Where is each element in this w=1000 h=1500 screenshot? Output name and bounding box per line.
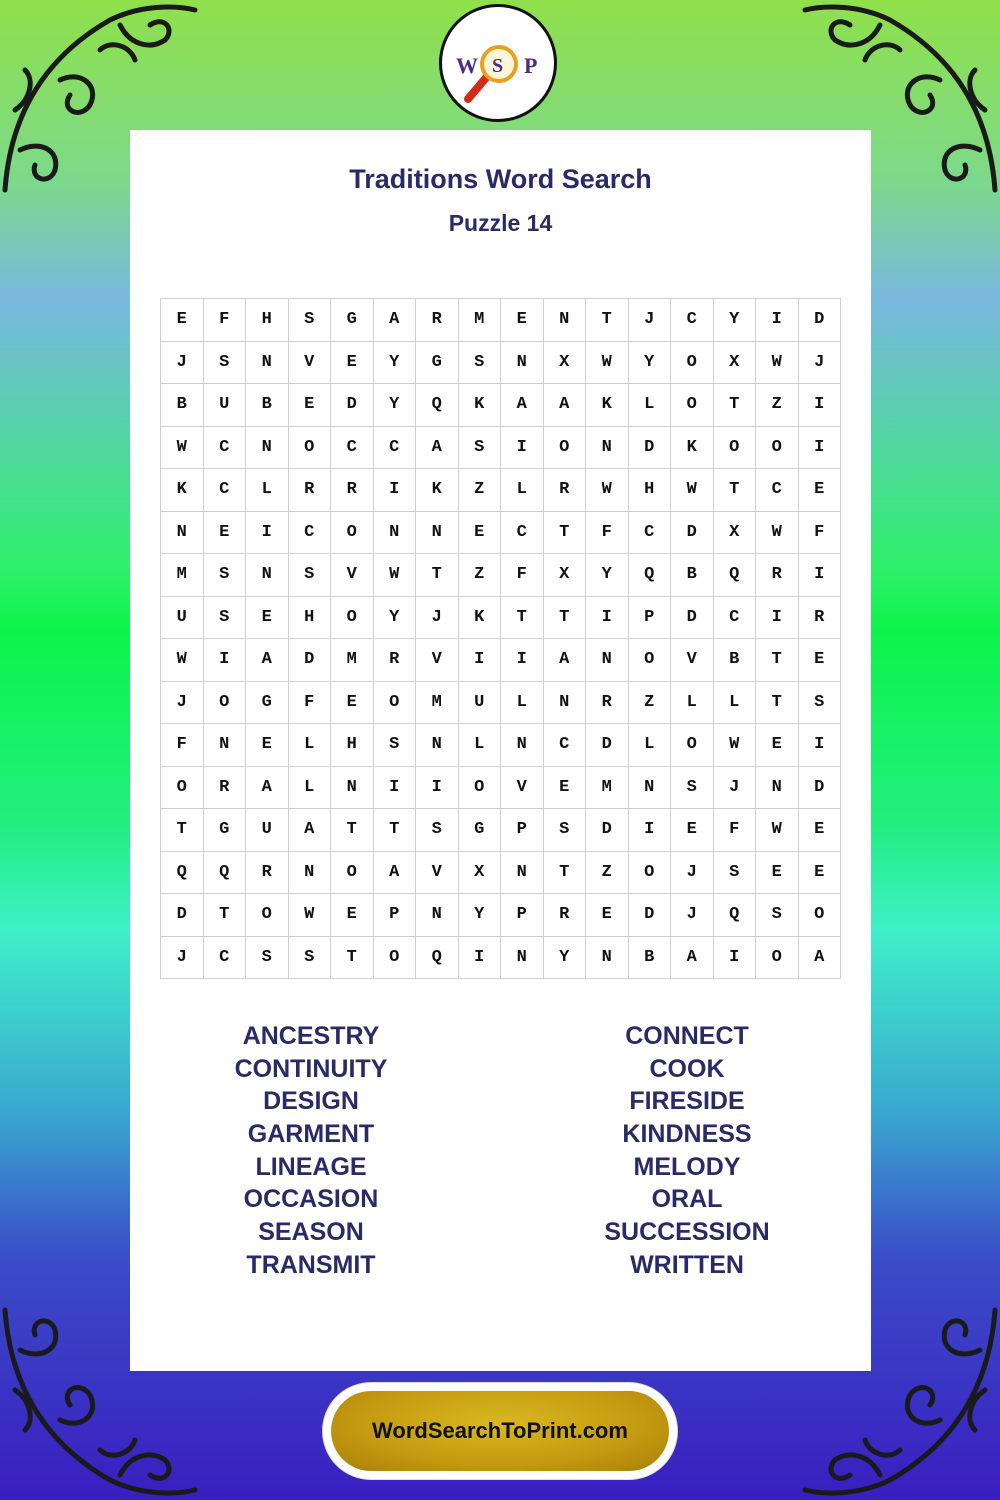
grid-cell[interactable]: T xyxy=(544,597,587,640)
grid-cell[interactable]: Q xyxy=(416,384,459,427)
website-label: WordSearchToPrint.com xyxy=(331,1391,669,1471)
grid-cell[interactable]: U xyxy=(459,682,502,725)
grid-cell[interactable]: S xyxy=(459,342,502,385)
grid-cell[interactable]: D xyxy=(586,724,629,767)
grid-cell[interactable]: O xyxy=(331,597,374,640)
grid-cell[interactable]: R xyxy=(331,469,374,512)
grid-cell[interactable]: K xyxy=(586,384,629,427)
grid-cell[interactable]: U xyxy=(204,384,247,427)
grid-cell[interactable]: Q xyxy=(204,852,247,895)
grid-cell[interactable]: W xyxy=(756,342,799,385)
grid-cell[interactable]: Q xyxy=(714,894,757,937)
logo-letter-w: W xyxy=(456,53,478,78)
grid-cell[interactable]: Z xyxy=(459,469,502,512)
grid-cell[interactable]: S xyxy=(416,809,459,852)
grid-cell[interactable]: N xyxy=(416,512,459,555)
grid-cell[interactable]: T xyxy=(331,809,374,852)
grid-cell[interactable]: N xyxy=(204,724,247,767)
grid-cell[interactable]: W xyxy=(161,639,204,682)
grid-cell[interactable]: V xyxy=(331,554,374,597)
grid-cell[interactable]: M xyxy=(586,767,629,810)
grid-cell[interactable]: H xyxy=(246,299,289,342)
grid-cell[interactable]: Y xyxy=(629,342,672,385)
grid-cell[interactable]: K xyxy=(671,427,714,470)
grid-cell[interactable]: N xyxy=(544,682,587,725)
grid-cell[interactable]: Y xyxy=(374,384,417,427)
grid-cell[interactable]: A xyxy=(501,384,544,427)
word-list-item: ORAL xyxy=(651,1185,723,1214)
grid-cell[interactable]: N xyxy=(289,852,332,895)
grid-cell[interactable]: A xyxy=(799,937,842,980)
grid-cell[interactable]: J xyxy=(799,342,842,385)
grid-cell[interactable]: M xyxy=(161,554,204,597)
grid-cell[interactable]: V xyxy=(501,767,544,810)
grid-cell[interactable]: C xyxy=(204,937,247,980)
word-list-item: MELODY xyxy=(633,1152,741,1181)
grid-cell[interactable]: X xyxy=(544,342,587,385)
word-list-right xyxy=(537,1020,837,1282)
grid-cell[interactable]: B xyxy=(714,639,757,682)
grid-cell[interactable]: E xyxy=(671,809,714,852)
grid-cell[interactable]: Y xyxy=(459,894,502,937)
grid-cell[interactable]: D xyxy=(629,427,672,470)
grid-cell[interactable]: O xyxy=(374,682,417,725)
grid-cell[interactable]: N xyxy=(331,767,374,810)
puzzle-number: Puzzle 14 xyxy=(448,210,553,236)
grid-cell[interactable]: Z xyxy=(459,554,502,597)
grid-cell[interactable]: F xyxy=(586,512,629,555)
grid-cell[interactable]: W xyxy=(756,512,799,555)
grid-cell[interactable]: G xyxy=(331,299,374,342)
grid-cell[interactable]: M xyxy=(416,682,459,725)
grid-cell[interactable]: E xyxy=(459,512,502,555)
grid-cell[interactable]: O xyxy=(671,724,714,767)
word-list-item: ANCESTRY xyxy=(242,1022,380,1050)
grid-cell[interactable]: T xyxy=(714,469,757,512)
grid-cell[interactable]: V xyxy=(416,852,459,895)
grid-cell[interactable]: C xyxy=(544,724,587,767)
grid-cell[interactable]: W xyxy=(374,554,417,597)
grid-cell[interactable]: A xyxy=(671,937,714,980)
word-list-item: SEASON xyxy=(258,1218,364,1247)
grid-cell[interactable]: Y xyxy=(586,554,629,597)
puzzle-card xyxy=(130,130,871,1371)
grid-cell[interactable]: D xyxy=(799,299,842,342)
grid-cell[interactable]: N xyxy=(586,427,629,470)
grid-cell[interactable]: E xyxy=(756,852,799,895)
grid-cell[interactable]: C xyxy=(331,427,374,470)
grid-cell[interactable]: N xyxy=(501,852,544,895)
grid-cell[interactable]: Q xyxy=(714,554,757,597)
grid-cell[interactable]: R xyxy=(756,554,799,597)
grid-cell[interactable]: E xyxy=(161,299,204,342)
word-list-item: SUCCESSION xyxy=(604,1218,770,1247)
grid-cell[interactable]: A xyxy=(416,427,459,470)
grid-cell[interactable]: I xyxy=(629,809,672,852)
grid-cell[interactable]: T xyxy=(374,809,417,852)
grid-cell[interactable]: O xyxy=(629,852,672,895)
grid-cell[interactable]: S xyxy=(204,342,247,385)
page-title: Traditions Word Search xyxy=(349,164,652,194)
grid-cell[interactable]: Z xyxy=(756,384,799,427)
grid-cell[interactable]: U xyxy=(246,809,289,852)
word-list-item: CONTINUITY xyxy=(234,1054,388,1083)
grid-cell[interactable]: O xyxy=(161,767,204,810)
grid-cell[interactable]: I xyxy=(374,767,417,810)
grid-cell[interactable]: L xyxy=(671,682,714,725)
grid-cell[interactable]: S xyxy=(289,554,332,597)
grid-cell[interactable]: W xyxy=(671,469,714,512)
grid-cell[interactable]: S xyxy=(204,597,247,640)
grid-cell[interactable]: A xyxy=(544,639,587,682)
grid-cell[interactable]: P xyxy=(501,809,544,852)
grid-cell[interactable]: I xyxy=(501,427,544,470)
grid-cell[interactable]: W xyxy=(586,342,629,385)
grid-cell[interactable]: I xyxy=(756,299,799,342)
grid-cell[interactable]: E xyxy=(586,894,629,937)
grid-cell[interactable]: O xyxy=(374,937,417,980)
grid-cell[interactable]: H xyxy=(289,597,332,640)
grid-cell[interactable]: C xyxy=(374,427,417,470)
grid-cell[interactable]: S xyxy=(204,554,247,597)
grid-cell[interactable]: A xyxy=(544,384,587,427)
word-list-item: WRITTEN xyxy=(630,1250,744,1279)
grid-cell[interactable]: X xyxy=(544,554,587,597)
grid-cell[interactable]: L xyxy=(629,384,672,427)
grid-cell[interactable]: O xyxy=(671,342,714,385)
grid-cell[interactable]: T xyxy=(204,894,247,937)
grid-cell[interactable]: R xyxy=(544,894,587,937)
grid-cell[interactable]: L xyxy=(289,724,332,767)
grid-cell[interactable]: I xyxy=(799,427,842,470)
grid-cell[interactable]: O xyxy=(799,894,842,937)
logo-letter-p: P xyxy=(524,53,538,78)
grid-cell[interactable]: J xyxy=(161,342,204,385)
grid-cell[interactable]: S xyxy=(374,724,417,767)
grid-cell[interactable]: O xyxy=(714,427,757,470)
grid-cell[interactable]: R xyxy=(374,639,417,682)
grid-cell[interactable]: C xyxy=(756,469,799,512)
grid-cell[interactable]: R xyxy=(289,469,332,512)
grid-cell[interactable]: J xyxy=(161,937,204,980)
grid-cell[interactable]: R xyxy=(544,469,587,512)
grid-cell[interactable]: N xyxy=(161,512,204,555)
grid-cell[interactable]: I xyxy=(714,937,757,980)
grid-cell[interactable]: D xyxy=(161,894,204,937)
word-list-item: KINDNESS xyxy=(622,1120,752,1149)
grid-cell[interactable]: D xyxy=(671,597,714,640)
grid-cell[interactable]: G xyxy=(459,809,502,852)
grid-cell[interactable]: W xyxy=(289,894,332,937)
grid-cell[interactable]: N xyxy=(501,937,544,980)
grid-cell[interactable]: T xyxy=(161,809,204,852)
grid-cell[interactable]: E xyxy=(799,469,842,512)
grid-cell[interactable]: O xyxy=(289,427,332,470)
grid-cell[interactable]: S xyxy=(459,427,502,470)
grid-cell[interactable]: O xyxy=(756,427,799,470)
grid-cell[interactable]: N xyxy=(246,342,289,385)
word-list-item: LINEAGE xyxy=(255,1152,367,1181)
grid-cell[interactable]: P xyxy=(374,894,417,937)
grid-cell[interactable]: E xyxy=(246,724,289,767)
grid-cell[interactable]: C xyxy=(289,512,332,555)
word-list-item: GARMENT xyxy=(247,1120,375,1149)
grid-cell[interactable]: E xyxy=(331,682,374,725)
grid-cell[interactable]: A xyxy=(246,639,289,682)
grid-cell[interactable]: N xyxy=(246,554,289,597)
grid-cell[interactable]: I xyxy=(756,597,799,640)
grid-cell[interactable]: L xyxy=(501,682,544,725)
grid-cell[interactable]: A xyxy=(374,852,417,895)
grid-cell[interactable]: R xyxy=(416,299,459,342)
grid-cell[interactable]: T xyxy=(331,937,374,980)
grid-cell[interactable]: F xyxy=(501,554,544,597)
grid-cell[interactable]: Y xyxy=(714,299,757,342)
grid-cell[interactable]: C xyxy=(204,469,247,512)
grid-cell[interactable]: L xyxy=(714,682,757,725)
grid-cell[interactable]: F xyxy=(714,809,757,852)
grid-cell[interactable]: I xyxy=(799,384,842,427)
grid-cell[interactable]: V xyxy=(671,639,714,682)
grid-cell[interactable]: I xyxy=(459,937,502,980)
grid-cell[interactable]: T xyxy=(756,682,799,725)
grid-cell[interactable]: O xyxy=(756,937,799,980)
grid-cell[interactable]: F xyxy=(289,682,332,725)
grid-cell[interactable]: T xyxy=(416,554,459,597)
letter-grid xyxy=(160,298,841,979)
grid-cell[interactable]: I xyxy=(374,469,417,512)
grid-cell[interactable]: H xyxy=(331,724,374,767)
grid-cell[interactable]: J xyxy=(671,894,714,937)
grid-cell[interactable]: B xyxy=(671,554,714,597)
grid-cell[interactable]: W xyxy=(586,469,629,512)
grid-cell[interactable]: B xyxy=(629,937,672,980)
grid-cell[interactable]: M xyxy=(459,299,502,342)
grid-cell[interactable]: C xyxy=(629,512,672,555)
grid-cell[interactable]: W xyxy=(714,724,757,767)
grid-cell[interactable]: N xyxy=(501,342,544,385)
grid-cell[interactable]: N xyxy=(416,894,459,937)
grid-cell[interactable]: C xyxy=(204,427,247,470)
word-list-item: COOK xyxy=(649,1054,725,1083)
grid-cell[interactable]: J xyxy=(161,682,204,725)
grid-cell[interactable]: T xyxy=(501,597,544,640)
grid-cell[interactable]: V xyxy=(416,639,459,682)
grid-cell[interactable]: O xyxy=(629,639,672,682)
grid-cell[interactable]: Q xyxy=(629,554,672,597)
grid-cell[interactable]: C xyxy=(671,299,714,342)
grid-cell[interactable]: N xyxy=(586,639,629,682)
grid-cell[interactable]: X xyxy=(714,342,757,385)
grid-cell[interactable]: Z xyxy=(586,852,629,895)
grid-cell[interactable]: V xyxy=(289,342,332,385)
grid-cell[interactable]: E xyxy=(501,299,544,342)
logo-letter-s: S xyxy=(492,55,504,77)
grid-cell[interactable]: D xyxy=(671,512,714,555)
grid-cell[interactable]: E xyxy=(799,639,842,682)
grid-cell[interactable]: Q xyxy=(161,852,204,895)
grid-cell[interactable]: K xyxy=(459,384,502,427)
grid-cell[interactable]: T xyxy=(714,384,757,427)
grid-cell[interactable]: N xyxy=(416,724,459,767)
grid-cell[interactable]: A xyxy=(374,299,417,342)
grid-cell[interactable]: W xyxy=(161,427,204,470)
grid-cell[interactable]: I xyxy=(586,597,629,640)
grid-cell[interactable]: L xyxy=(501,469,544,512)
grid-cell[interactable]: E xyxy=(756,724,799,767)
word-list-item: FIRESIDE xyxy=(629,1087,745,1116)
grid-cell[interactable]: S xyxy=(544,809,587,852)
grid-cell[interactable]: O xyxy=(331,852,374,895)
grid-cell[interactable]: X xyxy=(459,852,502,895)
grid-cell[interactable]: S xyxy=(246,937,289,980)
grid-cell[interactable]: F xyxy=(161,724,204,767)
grid-cell[interactable]: J xyxy=(416,597,459,640)
grid-cell[interactable]: D xyxy=(629,894,672,937)
grid-cell[interactable]: J xyxy=(671,852,714,895)
grid-cell[interactable]: T xyxy=(586,299,629,342)
word-list-left xyxy=(161,1020,461,1282)
grid-cell[interactable]: K xyxy=(161,469,204,512)
grid-cell[interactable]: I xyxy=(799,724,842,767)
grid-cell[interactable]: S xyxy=(799,682,842,725)
grid-cell[interactable]: O xyxy=(246,894,289,937)
grid-cell[interactable]: O xyxy=(544,427,587,470)
grid-cell[interactable]: G xyxy=(204,809,247,852)
grid-cell[interactable]: Y xyxy=(374,342,417,385)
grid-cell[interactable]: R xyxy=(246,852,289,895)
grid-cell[interactable]: D xyxy=(331,384,374,427)
word-list-item: TRANSMIT xyxy=(246,1250,376,1279)
grid-cell[interactable]: F xyxy=(204,299,247,342)
grid-cell[interactable]: L xyxy=(629,724,672,767)
grid-cell[interactable]: S xyxy=(756,894,799,937)
grid-cell[interactable]: U xyxy=(161,597,204,640)
grid-cell[interactable]: P xyxy=(629,597,672,640)
grid-cell[interactable]: J xyxy=(629,299,672,342)
grid-cell[interactable]: L xyxy=(246,469,289,512)
grid-cell[interactable]: R xyxy=(204,767,247,810)
grid-cell[interactable]: I xyxy=(246,512,289,555)
grid-cell[interactable]: R xyxy=(586,682,629,725)
grid-cell[interactable]: E xyxy=(799,809,842,852)
grid-cell[interactable]: O xyxy=(204,682,247,725)
grid-cell[interactable]: E xyxy=(799,852,842,895)
grid-cell[interactable]: I xyxy=(459,639,502,682)
grid-cell[interactable]: J xyxy=(714,767,757,810)
grid-cell[interactable]: T xyxy=(544,852,587,895)
grid-cell[interactable]: N xyxy=(501,724,544,767)
grid-cell[interactable]: G xyxy=(246,682,289,725)
grid-cell[interactable]: H xyxy=(629,469,672,512)
grid-cell[interactable]: O xyxy=(671,384,714,427)
grid-cell[interactable]: W xyxy=(756,809,799,852)
grid-cell[interactable]: N xyxy=(756,767,799,810)
grid-cell[interactable]: E xyxy=(544,767,587,810)
word-list-item: OCCASION xyxy=(243,1185,379,1214)
grid-cell[interactable]: I xyxy=(204,639,247,682)
grid-cell[interactable]: Q xyxy=(416,937,459,980)
grid-cell[interactable]: K xyxy=(459,597,502,640)
grid-cell[interactable]: B xyxy=(246,384,289,427)
word-list-item: DESIGN xyxy=(263,1087,359,1116)
grid-cell[interactable]: S xyxy=(714,852,757,895)
grid-cell[interactable]: E xyxy=(246,597,289,640)
grid-cell[interactable]: N xyxy=(629,767,672,810)
grid-cell[interactable]: S xyxy=(289,299,332,342)
grid-cell[interactable]: B xyxy=(161,384,204,427)
grid-cell[interactable]: X xyxy=(714,512,757,555)
grid-cell[interactable]: C xyxy=(714,597,757,640)
grid-cell[interactable]: D xyxy=(586,809,629,852)
grid-cell[interactable]: D xyxy=(799,767,842,810)
grid-cell[interactable]: O xyxy=(459,767,502,810)
grid-cell[interactable]: L xyxy=(459,724,502,767)
grid-cell[interactable]: N xyxy=(374,512,417,555)
grid-cell[interactable]: F xyxy=(799,512,842,555)
grid-cell[interactable]: D xyxy=(289,639,332,682)
grid-cell[interactable]: A xyxy=(289,809,332,852)
grid-cell[interactable]: R xyxy=(799,597,842,640)
grid-cell[interactable]: T xyxy=(756,639,799,682)
grid-cell[interactable]: T xyxy=(544,512,587,555)
grid-cell[interactable]: Z xyxy=(629,682,672,725)
grid-cell[interactable]: Y xyxy=(374,597,417,640)
grid-cell[interactable]: S xyxy=(289,937,332,980)
grid-cell[interactable]: S xyxy=(671,767,714,810)
grid-cell[interactable]: K xyxy=(416,469,459,512)
site-logo[interactable] xyxy=(439,4,557,122)
grid-cell[interactable]: N xyxy=(586,937,629,980)
grid-cell[interactable]: A xyxy=(246,767,289,810)
grid-cell[interactable]: Y xyxy=(544,937,587,980)
grid-cell[interactable]: E xyxy=(289,384,332,427)
grid-cell[interactable]: L xyxy=(289,767,332,810)
grid-cell[interactable]: P xyxy=(501,894,544,937)
grid-cell[interactable]: M xyxy=(331,639,374,682)
grid-cell[interactable]: E xyxy=(331,342,374,385)
grid-cell[interactable]: O xyxy=(331,512,374,555)
grid-cell[interactable]: I xyxy=(799,554,842,597)
website-button[interactable] xyxy=(323,1383,677,1479)
grid-cell[interactable]: C xyxy=(501,512,544,555)
grid-cell[interactable]: G xyxy=(416,342,459,385)
grid-cell[interactable]: N xyxy=(544,299,587,342)
grid-cell[interactable]: I xyxy=(416,767,459,810)
word-list-item: CONNECT xyxy=(625,1022,749,1050)
grid-cell[interactable]: I xyxy=(501,639,544,682)
grid-cell[interactable]: E xyxy=(331,894,374,937)
grid-cell[interactable]: N xyxy=(246,427,289,470)
grid-cell[interactable]: E xyxy=(204,512,247,555)
